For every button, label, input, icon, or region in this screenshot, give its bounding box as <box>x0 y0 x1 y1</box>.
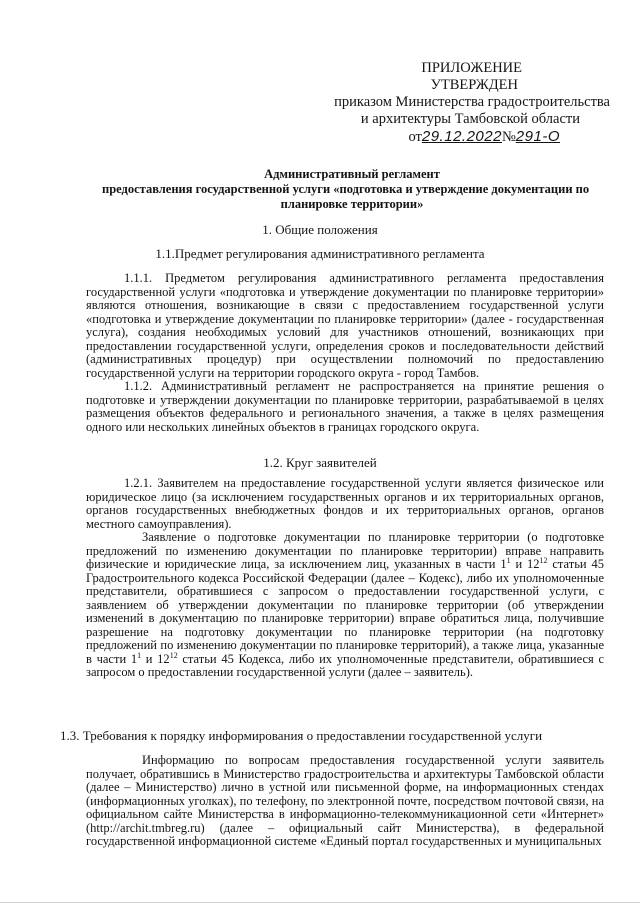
title-line-1: Административный регламент <box>264 167 440 181</box>
paragraph-1-1-2: 1.1.2. Административный регламент не распространяется на принятие решения о подготовке и утверждении документации по планировке территории, разрабатываемой в целях размещения объектов федерального и регионального значения, а также в целях размещения одного или нескольких линейных объектов в границах городского округа. <box>86 379 604 434</box>
section-heading-1-1: 1.1.Предмет регулирования административного регламента <box>155 246 485 261</box>
section-heading-1-3: 1.3. Требования к порядку информирования о предоставлении государственной услуги <box>60 728 543 743</box>
date-prefix: от <box>408 129 422 145</box>
paragraph-1-2-2: Заявление о подготовке документации по планировке территории (о подготовке предложений по изменению документации по планировке территории) вправе направить физические и юридические лица, за исключением лиц, указанных в части $1^1$ и $12^{12}$ статьи 45 Градостроительного кодекса Российской Федерации (далее – Кодекс), либо их уполномоченные представители, обратившиеся с запросом о предоставлении государственной услуги, с заявлением об утверждении документации по планировке территории (об утверждении изменений в документацию по планировке территории) вправе обратиться лица, получившие разрешение на подготовку документации по планировке территории (на подготовку предложений по изменению документации по планировке территорий), а также лица, указанные в части $1^1$ и $12^{12}$ статьи 45 Кодекса, либо их уполномоченные представители, обратившиеся с запросом о предоставлении государственной услуги (далее – заявитель). <box>86 530 604 679</box>
number-prefix: № <box>501 129 516 145</box>
section-heading-1-2: 1.2. Круг заявителей <box>263 455 377 470</box>
title-line-3: планировке территории» <box>280 197 424 211</box>
page-bottom-edge <box>0 902 640 903</box>
approved-label: УТВЕРЖДЕН <box>430 77 518 93</box>
paragraph-1-3-1: Информацию по вопросам предоставления государственной услуги заявитель получает, обратившись в Министерство градостроительства и архитектуры Тамбовской области (далее – Министерство) лично в устной или письменной форме, на информационных стендах (информационных уголках), по телефону, по электронной почте, посредством почтовой связи, на официальном сайте Министерства в информационно-телекоммуникационной сети «Интернет» (http://archit.tmbreg.ru) (далее – официальный сайт Министерства), в федеральной государственной информационной системе «Единый портал государственных и муниципальных <box>86 753 604 848</box>
paragraph-1-2-1: 1.2.1. Заявителем на предоставление государственной услуги является физическое или юридическое лицо (за исключением государственных органов и их территориальных органов, органов государственных внебюджетных фондов и их территориальных органов, органов местного самоуправления). <box>86 476 604 531</box>
appendix-label: ПРИЛОЖЕНИЕ <box>421 60 522 76</box>
handwritten-number: 291-О <box>515 128 560 145</box>
order-date-number <box>300 128 630 146</box>
document-title <box>92 167 612 212</box>
order-line: приказом Министерства градостроительства <box>334 94 610 110</box>
paragraph-1-1-1: 1.1.1. Предметом регулирования административного регламента предоставления государственной услуги «подготовка и утверждение документации по планировке территории» являются отношения, возникающие в связи с предоставлением государственной услуги «подготовка и утверждение документации по планировке территории» (далее - государственная услуга), создания необходимых условий для участников отношений, возникающих при предоставлении государственной услуги, определения сроков и последовательности действий (административных процедур) при осуществлении полномочий по предоставлению государственной услуги на территории городского округа - город Тамбов. <box>86 271 604 380</box>
handwritten-date: 29.12.2022 <box>421 128 502 145</box>
title-line-2: предоставления государственной услуги «подготовка и утверждение документации по <box>102 182 590 196</box>
approval-block <box>300 60 630 146</box>
section-heading-1: 1. Общие положения <box>262 222 378 237</box>
ministry-line: и архитектуры Тамбовской области <box>360 111 580 127</box>
